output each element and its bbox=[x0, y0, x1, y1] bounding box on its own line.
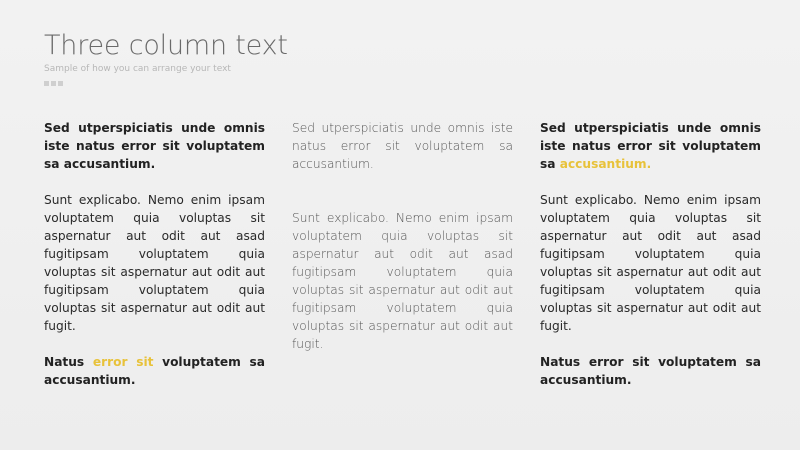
column-spacer bbox=[292, 191, 513, 209]
dot bbox=[51, 81, 56, 86]
text-column-1 bbox=[44, 119, 265, 407]
column-2-paragraph-2: Sunt explicabo. Nemo enim ipsam voluptatem quia voluptas sit aspernatur aut odit aut asad fugitipsam voluptatem quia voluptas sit aspernatur aut odit aut fugitipsam voluptatem quia voluptas sit aspernatur aut odit aut fugit. bbox=[292, 211, 513, 351]
dot bbox=[58, 81, 63, 86]
text-column-3 bbox=[540, 119, 761, 407]
p3-start: Natus bbox=[44, 355, 93, 369]
page-subtitle: Sample of how you can arrange your text bbox=[44, 64, 231, 74]
text-column-2 bbox=[292, 119, 513, 371]
decorative-dots bbox=[44, 81, 63, 86]
column-1-paragraph-1: Sed utperspiciatis unde omnis iste natus error sit voluptatem sa accusantium. bbox=[44, 121, 265, 171]
column-3-paragraph-2: Sunt explicabo. Nemo enim ipsam voluptatem quia voluptas sit aspernatur aut odit aut asad fugitipsam voluptatem quia voluptas sit aspernatur aut odit aut fugitipsam voluptatem quia voluptas sit aspernatur aut odit aut fugit. bbox=[540, 193, 761, 333]
highlighted-text: accusantium. bbox=[559, 157, 652, 171]
column-1-paragraph-2: Sunt explicabo. Nemo enim ipsam voluptatem quia voluptas sit aspernatur aut odit aut asad fugitipsam voluptatem quia voluptas sit aspernatur aut odit aut fugitipsam voluptatem quia voluptas sit aspernatur aut odit aut fugit. bbox=[44, 193, 265, 333]
page-title: Three column text bbox=[44, 30, 288, 61]
column-1-paragraph-3 bbox=[44, 353, 265, 389]
p1-start: Sed utperspiciatis unde omnis iste natus error sit voluptatem sa bbox=[540, 121, 761, 171]
dot bbox=[44, 81, 49, 86]
column-3-paragraph-3: Natus error sit voluptatem sa accusantium. bbox=[540, 355, 761, 387]
column-3-paragraph-1 bbox=[540, 119, 761, 173]
column-2-paragraph-1: Sed utperspiciatis unde omnis iste natus error sit voluptatem sa accusantium. bbox=[292, 121, 513, 171]
p3-end: voluptatem sa accusantium. bbox=[44, 355, 265, 387]
highlighted-text: error sit bbox=[92, 355, 154, 369]
